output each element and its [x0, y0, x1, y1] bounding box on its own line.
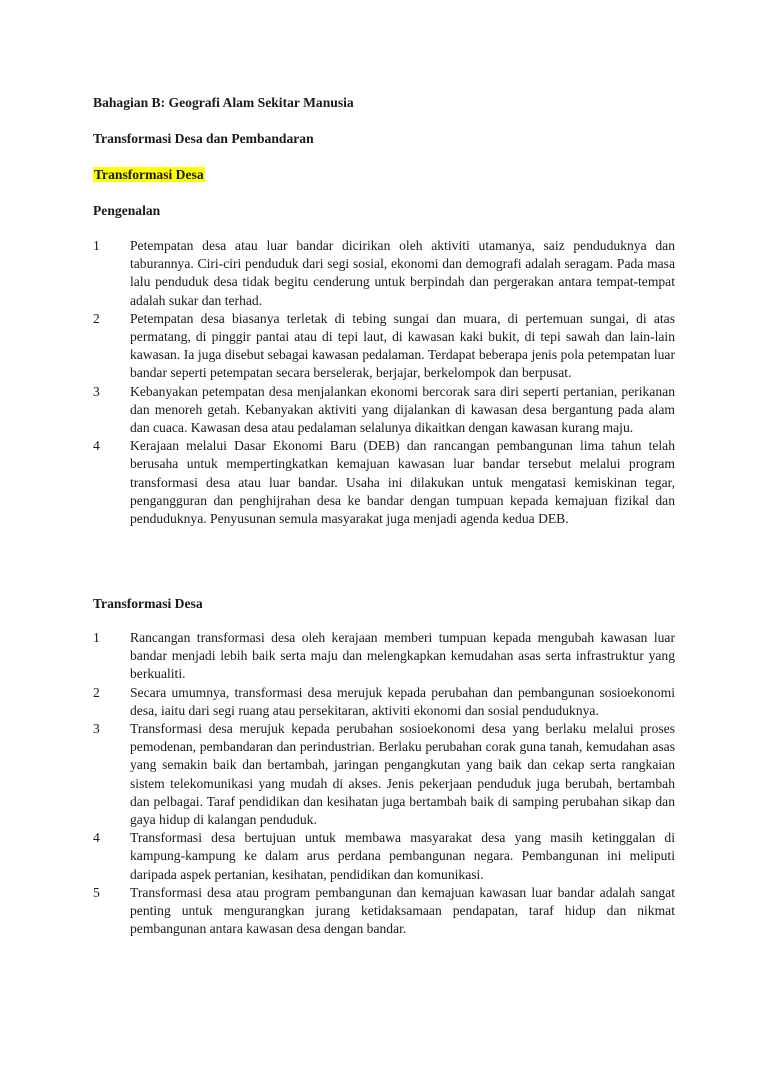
- list-item-text: Secara umumnya, transformasi desa merujuk kepada perubahan dan pembangunan sosioekonomi desa, iaitu dari segi ruang atau persekitaran, aktiviti ekonomi dan sosial penduduknya.: [130, 684, 675, 718]
- list-item-number: 2: [93, 684, 100, 700]
- list-item-text: Petempatan desa atau luar bandar dicirikan oleh aktiviti utamanya, saiz penduduknya dan taburannya. Ciri-ciri penduduk dari segi sosial, ekonomi dan demografi adalah seragam. Pada masa lalu penduduk desa tidak begitu cenderung untuk berpindah dan pergerakan antara tempat-tempat adalah sukar dan terhad.: [130, 238, 675, 308]
- list-item-number: 5: [93, 884, 100, 900]
- list-item: [93, 720, 675, 829]
- list-item-number: 1: [93, 238, 100, 253]
- list-item: [93, 884, 675, 939]
- list-item: [93, 237, 675, 310]
- list-item: [93, 310, 675, 383]
- list-item-number: 4: [93, 438, 100, 454]
- list-item-text: Rancangan transformasi desa oleh kerajaan memberi tumpuan kepada mengubah kawasan luar bandar menjadi lebih baik serta maju dan melengkapkan kemudahan asas serta infrastruktur yang berkualiti.: [130, 630, 675, 682]
- list-item-number: 2: [93, 310, 100, 326]
- list-item-text: Kerajaan melalui Dasar Ekonomi Baru (DEB) dan rancangan pembangunan lima tahun telah berusaha untuk mempertingkatkan kemajuan kawasan luar bandar tersebut melalui program transformasi desa atau luar bandar. Usaha ini dilakukan untuk mengatasi kemiskinan tegar, pengangguran dan penghijrahan desa ke bandar dengan tumpuan kepada kemajuan fizikal dan penduduknya. Penyusunan semula masyarakat juga menjadi agenda kedua DEB.: [130, 438, 675, 527]
- topic-title: Transformasi Desa dan Pembandaran: [93, 131, 314, 146]
- highlighted-heading-text: Transformasi Desa: [94, 167, 204, 182]
- list-item-text: Transformasi desa atau program pembangunan dan kemajuan kawasan luar bandar adalah sangat penting untuk mengurangkan jurang ketidaksamaan pendapatan, taraf hidup dan nikmat pembangunan antara kawasan desa dengan bandar.: [130, 884, 675, 937]
- list-item-text: Kebanyakan petempatan desa menjalankan ekonomi bercorak sara diri seperti pertanian, perikanan dan menoreh getah. Kebanyakan aktiviti yang dijalankan di kawasan desa bergantung pada alam dan cuaca. Kawasan desa atau pedalaman selalunya dikaitkan dengan kawasan kurang maju.: [130, 383, 675, 436]
- list-item: [93, 684, 675, 720]
- pengenalan-heading: Pengenalan: [93, 203, 161, 218]
- list-item-text: Petempatan desa biasanya terletak di tebing sungai dan muara, di pertemuan sungai, di atas permatang, di pinggir pantai atau di tepi laut, di kawasan kaki bukit, di tepi sawah dan lain-lain kawasan. Ia juga disebut sebagai kawasan pedalaman. Terdapat beberapa jenis pola petempatan luar bandar seperti petempatan secara berselerak, berjajar, berkelompok dan berpusat.: [130, 310, 675, 381]
- list-item-text: Transformasi desa bertujuan untuk membawa masyarakat desa yang masih ketinggalan di kampung-kampung ke dalam arus perdana pembangunan negara. Pembangunan ini meliputi daripada aspek pertanian, kesihatan, pendidikan dan komunikasi.: [130, 830, 675, 882]
- list-item-number: 1: [93, 630, 100, 645]
- list-item-number: 3: [93, 721, 100, 737]
- list-item-text: Transformasi desa merujuk kepada perubahan sosioekonomi desa yang berlaku melalui proses pemodenan, pembandaran dan perindustrian. Berlaku perubahan corak guna tanah, kemudahan asas yang semakin baik dan bertambah, jaringan pengangkutan yang baik dan cekap serta rangkaian sistem telekomunikasi yang mudah di akses. Jenis pekerjaan penduduk juga berubah, bertambah dan pelbagai. Taraf pendidikan dan kesihatan juga bertambah baik di samping perubahan sikap dan gaya hidup di kalangan penduduk.: [130, 721, 675, 828]
- list-item: [93, 829, 675, 884]
- list-item-number: 4: [93, 830, 100, 846]
- list-item: [93, 383, 675, 438]
- transformasi-heading: Transformasi Desa: [93, 596, 203, 611]
- transformasi-list: [93, 629, 675, 938]
- highlighted-heading: [93, 166, 205, 184]
- section-title: Bahagian B: Geografi Alam Sekitar Manusia: [93, 95, 354, 110]
- pengenalan-list: [93, 237, 675, 528]
- list-item: [93, 437, 675, 528]
- list-item: [93, 629, 675, 684]
- list-item-number: 3: [93, 383, 100, 399]
